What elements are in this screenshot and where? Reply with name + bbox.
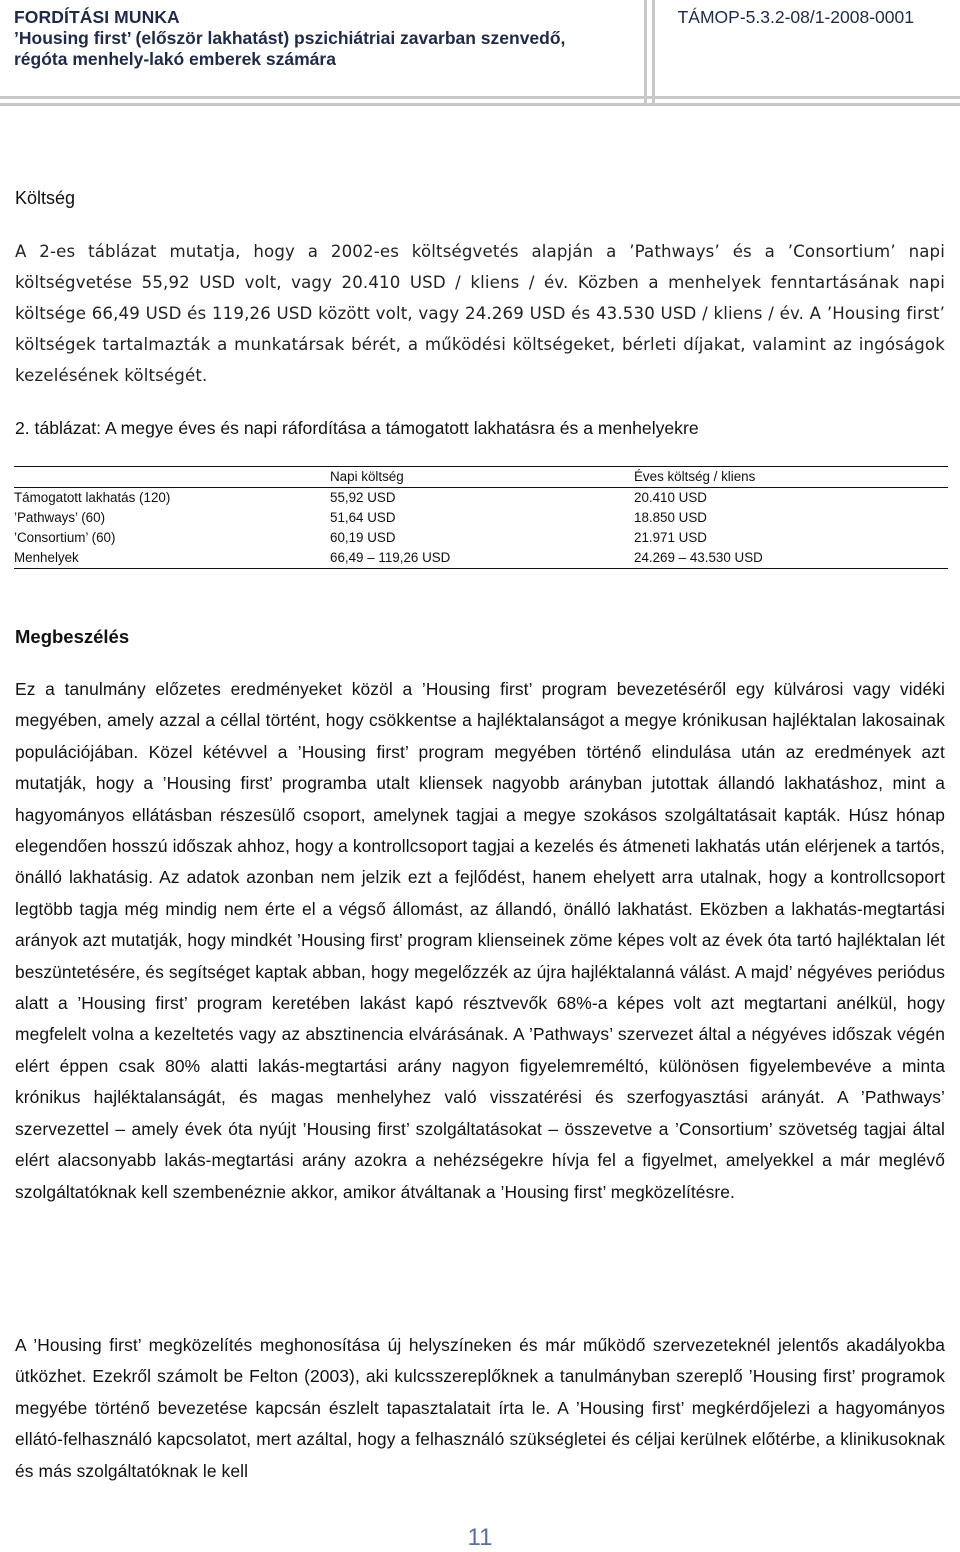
discussion-paragraph-2: A ’Housing first’ megközelítés meghonosítása új helyszíneken és már működő szervezeteknél jelentős akadályokba ütközhet. Ezekről számolt be Felton (2003), aki kulcsszereplőknek a tanulmányban szereplő ’Housing first’ programok megyébe történő bevezetése kapcsán észlelt tapasztalatait írta le. A ’Housing first’ megkérdőjelezi a hagyományos ellátó-felhasználó kapcsolatot, mert azáltal, hogy a felhasználó szükségletei és céljai kerülnek előtérbe, a klinikusoknak és más szolgáltatóknak le kell <box>15 1335 945 1481</box>
table-cell: 60,19 USD <box>330 530 396 545</box>
section-title-discussion: Megbeszélés <box>15 626 130 647</box>
header-subtitle-line2: régóta menhely-lakó emberek számára <box>14 49 336 69</box>
page-number: 11 <box>467 1524 493 1551</box>
table-cell: 21.971 USD <box>634 530 707 545</box>
header-subtitle-line1: ’Housing first’ (először lakhatást) pszichiátriai zavarban szenvedő, <box>14 28 566 48</box>
table-header-cell <box>14 467 330 488</box>
table-cell: 18.850 USD <box>634 510 707 525</box>
header-divider <box>0 96 960 99</box>
section-title-cost: Költség <box>15 188 76 208</box>
table-caption: 2. táblázat: A megye éves és napi ráfordítása a támogatott lakhatásra és a menhelyekre <box>15 418 699 438</box>
header-title: FORDÍTÁSI MUNKA <box>14 7 180 27</box>
table-cell: Támogatott lakhatás (120) <box>14 490 171 505</box>
table-cell: ’Consortium’ (60) <box>14 530 116 545</box>
table-row <box>14 528 948 548</box>
cost-paragraph: A 2-es táblázat mutatja, hogy a 2002-es költségvetés alapján a ’Pathways’ és a ’Consortium’ napi költségvetése 55,92 USD volt, vagy 20.410 USD / kliens / év. Közben a menhelyek fenntartásának napi költsége 66,49 USD és 119,26 USD között volt, vagy 24.269 USD és 43.530 USD / kliens / év. A ’Housing first’ költségek tartalmazták a munkatársak bérét, a működési költségeket, bérleti díjakat, valamint az ingóságok kezelésének költségét. <box>15 242 945 385</box>
table-cell: 55,92 USD <box>330 490 396 505</box>
header-left <box>14 7 565 70</box>
table-header-row <box>14 467 948 488</box>
table-cell: ’Pathways’ (60) <box>14 510 106 525</box>
table-header-cell: Napi költség <box>330 469 404 484</box>
table-row <box>14 548 948 569</box>
header-divider <box>652 0 655 104</box>
table-cell: 66,49 – 119,26 USD <box>330 550 451 565</box>
table-cell: 24.269 – 43.530 USD <box>634 550 763 565</box>
table-cell: 51,64 USD <box>330 510 396 525</box>
document-header <box>0 0 960 106</box>
cost-table <box>14 466 948 569</box>
discussion-paragraph-1: Ez a tanulmány előzetes eredményeket közöl a ’Housing first’ program bevezetéséről egy külvárosi vagy vidéki megyében, amely azzal a céllal történt, hogy csökkentse a hajléktalanságot a megye krónikusan hajléktalan lakosainak populációjában. Közel kétévvel a ’Housing first’ program megyében történő elindulása után az eredmények azt mutatják, hogy a ’Housing first’ programba utalt kliensek nagyobb arányban jutottak állandó lakhatáshoz, mint a hagyományos ellátásban részesülő csoport, amelynek tagjai a megye szokásos szolgáltatásait kapták. Húsz hónap elegendően hosszú időszak ahhoz, hogy a kontrollcsoport tagjai a kezelés és átmeneti lakhatás után elérjenek a tartós, önálló lakhatásig. Az adatok azonban nem jelzik ezt a fejlődést, hanem ehelyett arra utalnak, hogy a kontrollcsoport legtöbb tagja még mindig nem érte el a végső állomást, az állandó, önálló lakhatást. Eközben a lakhatás-megtartási arányok azt mutatják, hogy mindkét ’Housing first’ program klienseinek zöme képes volt az évek óta tartó hajléktalan lét beszüntetésére, és segítséget kaptak abban, hogy megelőzzék az újra hajléktalanná válást. A majd’ négyéves periódus alatt a ’Housing first’ program keretében lakást kapó résztvevők 68%-a képes volt azt megtartani anélkül, hogy megfelelt volna a kezeltetés vagy az absztinencia elvárásának. A ’Pathways’ szervezet által a négyéves időszak végén elért éppen csak 80% alatti lakás-megtartási arány nagyon figyelemreméltó, különösen figyelembevéve a minta krónikus hajléktalanságát, és magas menhelyhez való visszatérési és szerfogyasztási arányát. A ’Pathways’ szervezettel – amely évek óta nyújt ’Housing first’ szolgáltatásokat – összevetve a ’Consortium’ szövetség tagjai által elért alacsonyabb lakás-megtartási arány azokra a nehézségekre hívja fel a figyelmet, amelyekkel a már meglévő szolgáltatóknak kell szembenéznie akkor, amikor átváltanak a ’Housing first’ megközelítésre. <box>15 679 945 1202</box>
table-cell: Menhelyek <box>14 550 79 565</box>
table-row <box>14 508 948 528</box>
table-cell: 20.410 USD <box>634 490 707 505</box>
header-divider <box>0 103 960 106</box>
project-code: TÁMOP-5.3.2-08/1-2008-0001 <box>677 7 914 27</box>
table-header-cell: Éves költség / kliens <box>634 469 756 484</box>
table-row <box>14 488 948 509</box>
header-divider <box>644 0 647 104</box>
